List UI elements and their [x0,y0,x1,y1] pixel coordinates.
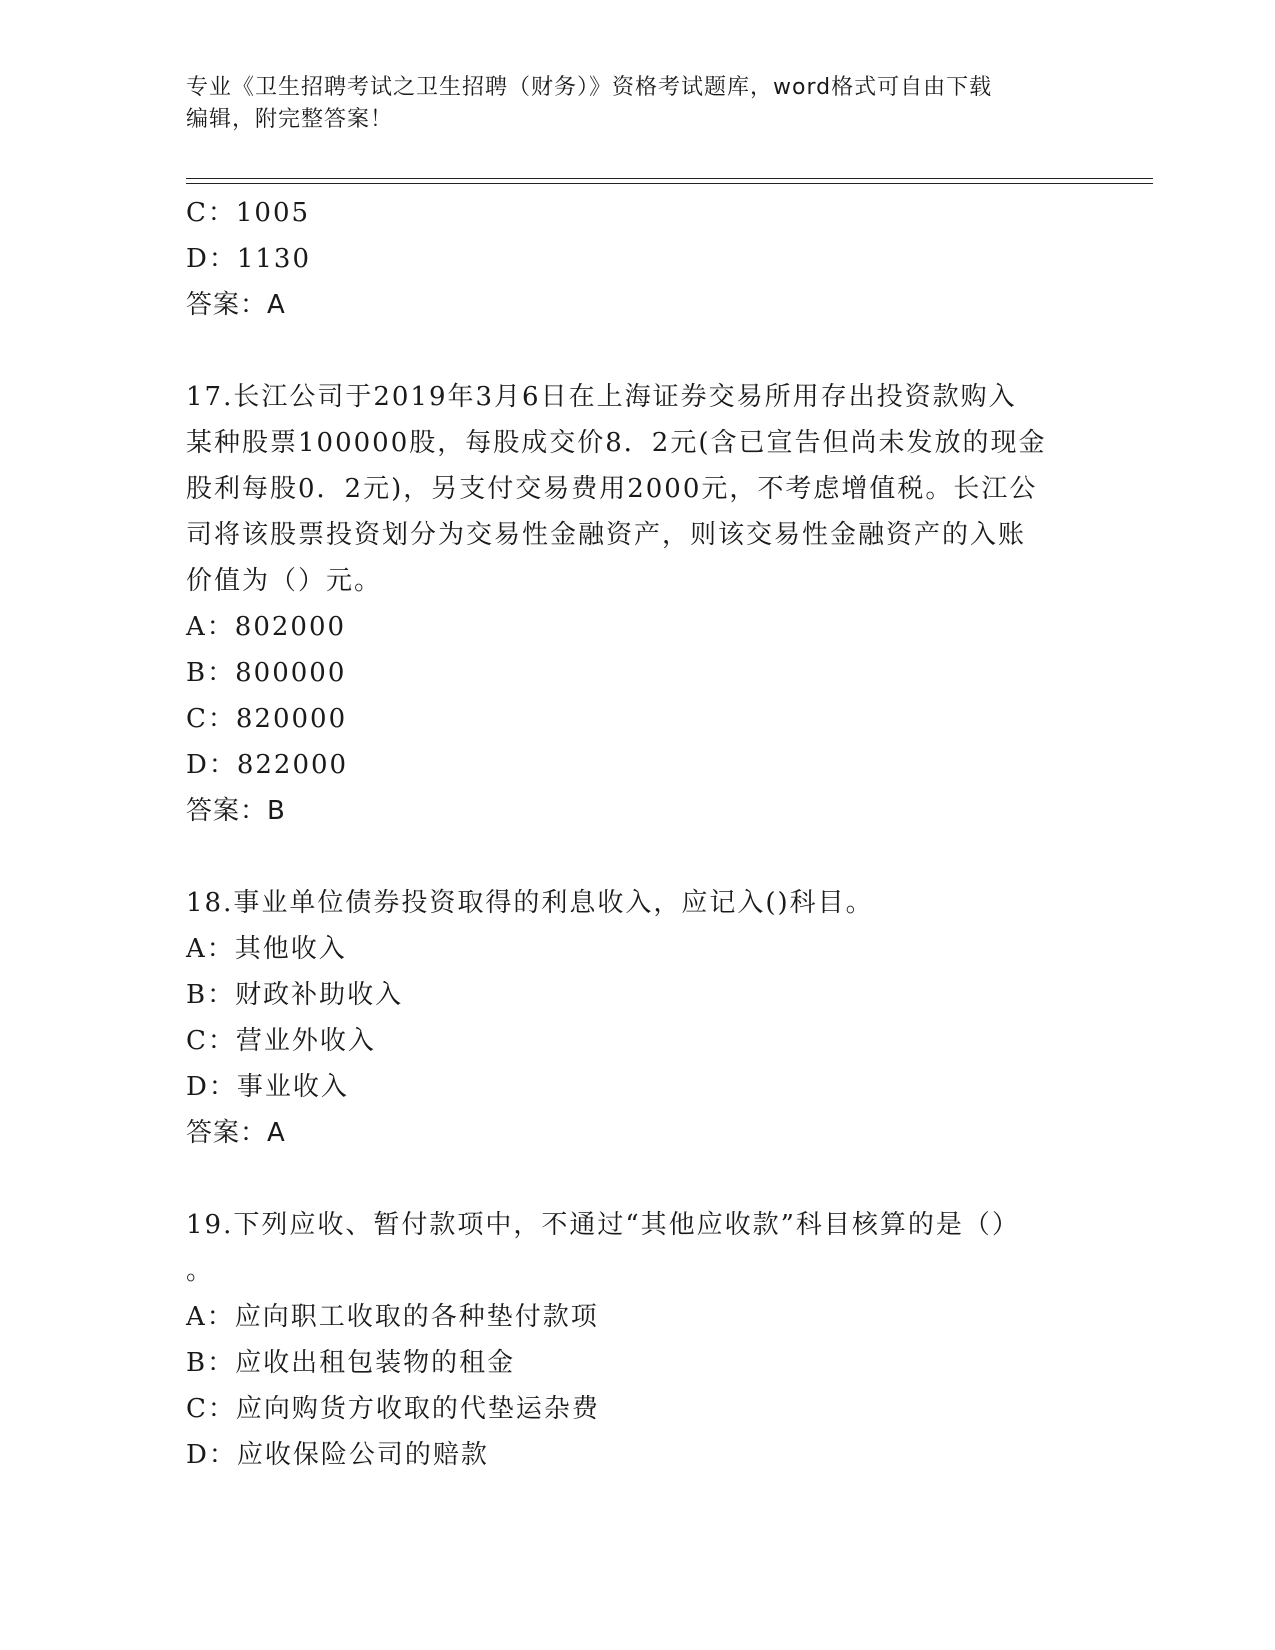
option-b: B：800000 [186,658,347,688]
question-text-line: 股利每股0．2元)，另支付交易费用2000元，不考虑增值税。长江公 [186,474,1038,504]
page-header [186,72,1066,136]
option-a: A：其他收入 [186,934,347,964]
spacer [186,834,1086,880]
question-text-line: 。 [186,1256,215,1286]
question-text-line: 18.事业单位债券投资取得的利息收入，应记入()科目。 [186,888,874,918]
answer-label: 答案：A [186,290,286,320]
question-text-line: 17.长江公司于2019年3月6日在上海证券交易所用存出投资款购入 [186,382,1017,412]
question-content [186,190,1086,1478]
answer-label: 答案：A [186,1118,286,1148]
question-text-line: 某种股票100000股，每股成交价8．2元(含已宣告但尚未发放的现金 [186,428,1047,458]
question-block-prev [186,190,1086,328]
option-b: B：应收出租包装物的租金 [186,1348,516,1378]
question-text-line: 价值为（）元。 [186,566,383,596]
option-d: D：事业收入 [186,1072,349,1102]
option-d: D：应收保险公司的赔款 [186,1440,489,1470]
option-c: C：营业外收入 [186,1026,376,1056]
option-b: B：财政补助收入 [186,980,404,1010]
answer-label: 答案：B [186,796,286,826]
option-a: A：802000 [186,612,347,642]
header-rule-top [186,178,1153,179]
question-text-line: 司将该股票投资划分为交易性金融资产，则该交易性金融资产的入账 [186,520,1027,550]
spacer [186,1156,1086,1202]
spacer [186,328,1086,374]
header-line-1: 专业《卫生招聘考试之卫生招聘（财务）》资格考试题库，word格式可自由下载 [186,75,993,100]
option-c: C：1005 [186,198,311,228]
question-block-19 [186,1202,1086,1478]
question-block-18 [186,880,1086,1156]
header-line-2: 编辑，附完整答案！ [186,107,394,132]
question-text-line: 19.下列应收、暂付款项中，不通过“其他应收款”科目核算的是（） [186,1210,1020,1240]
option-c: C：应向购货方收取的代垫运杂费 [186,1394,600,1424]
option-c: C：820000 [186,704,348,734]
option-a: A：应向职工收取的各种垫付款项 [186,1302,599,1332]
option-d: D：1130 [186,244,312,274]
header-rule-bottom [186,183,1153,184]
question-block-17 [186,374,1086,834]
option-d: D：822000 [186,750,349,780]
